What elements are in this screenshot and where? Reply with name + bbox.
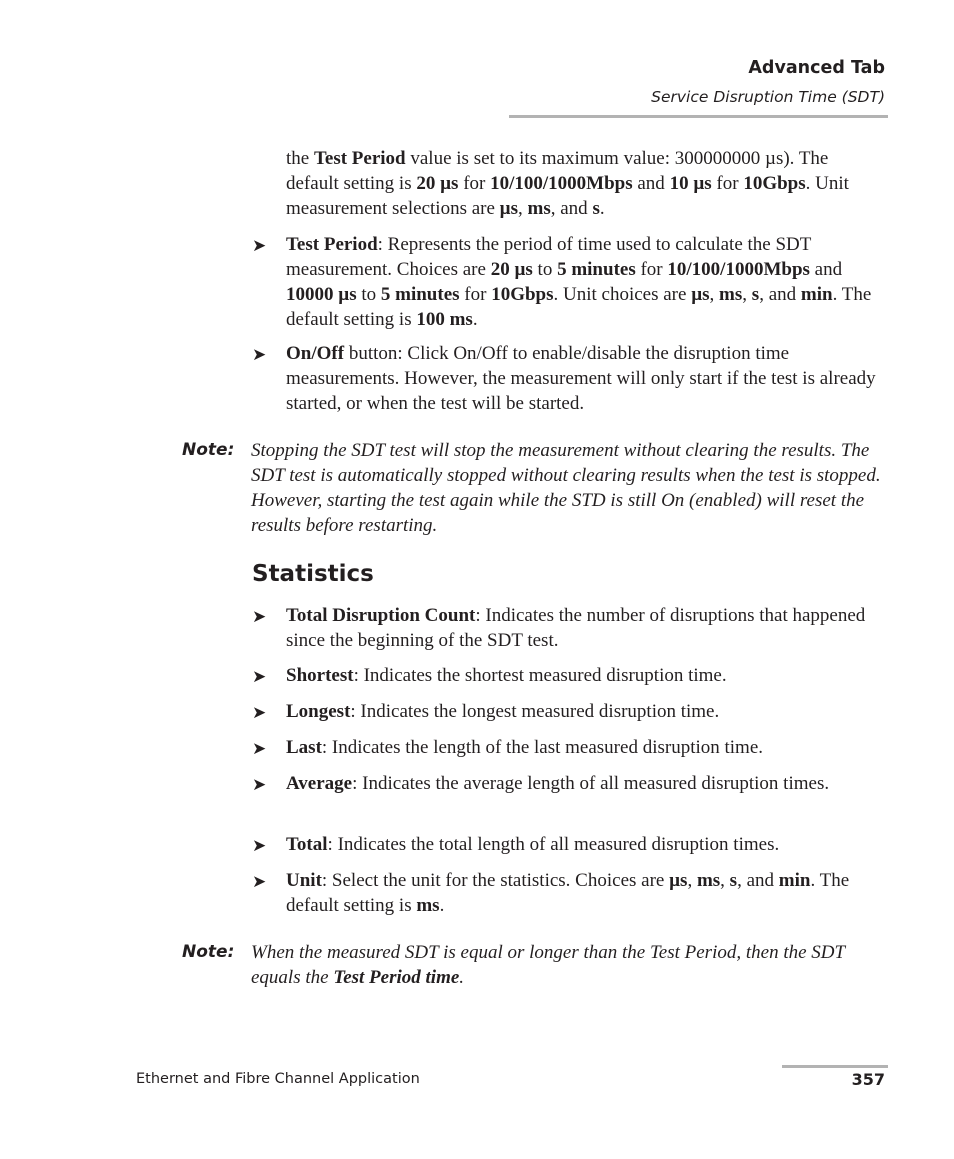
bullet-arrow-icon: ➤	[252, 236, 267, 255]
bullet-arrow-icon: ➤	[252, 872, 267, 891]
intro-paragraph: the Test Period value is set to its maximum value: 300000000 µs). The default setting is 20 µs for 10/100/1000Mbps and 10 µs for 10Gbps. Unit measurement selections are µs, ms, and s.	[286, 148, 849, 219]
list-item: Total Disruption Count: Indicates the number of disruptions that happened since the beginning of the SDT test.	[286, 605, 866, 651]
note-label: Note:	[182, 440, 235, 460]
bullet-arrow-icon: ➤	[252, 703, 267, 722]
footer-rule	[782, 1065, 888, 1068]
bullet-arrow-icon: ➤	[252, 739, 267, 758]
bullet-arrow-icon: ➤	[252, 345, 267, 364]
list-item: Last: Indicates the length of the last measured disruption time.	[286, 737, 764, 758]
test-period-paragraph: Test Period: Represents the period of time used to calculate the SDT measurement. Choices are 20 µs to 5 minutes for 10/100/1000Mbps and 10000 µs to 5 minutes for 10Gbps. Unit choices are µs, ms, s, and min. The default setting is 100 ms.	[286, 234, 872, 330]
section-heading: Statistics	[252, 561, 374, 587]
section-subtitle: Service Disruption Time (SDT)	[651, 88, 885, 106]
bullet-arrow-icon: ➤	[252, 667, 267, 686]
list-item: Average: Indicates the average length of all measured disruption times.	[286, 773, 830, 794]
list-item: Shortest: Indicates the shortest measured disruption time.	[286, 665, 727, 686]
footer-document-title: Ethernet and Fibre Channel Application	[136, 1071, 420, 1087]
note-label: Note:	[182, 942, 235, 962]
section-title: Advanced Tab	[748, 58, 885, 78]
bullet-arrow-icon: ➤	[252, 775, 267, 794]
bullet-arrow-icon: ➤	[252, 836, 267, 855]
note-text: When the measured SDT is equal or longer than the Test Period, then the SDT equals the Test Period time.	[251, 942, 845, 988]
header-rule	[509, 115, 888, 118]
list-item: Longest: Indicates the longest measured disruption time.	[286, 701, 720, 722]
note-text: Stopping the SDT test will stop the measurement without clearing the results. The SDT test is automatically stopped without clearing results when the test is stopped. However, starting the test again while the STD is still On (enabled) will reset the results before restarting.	[251, 440, 881, 536]
bullet-arrow-icon: ➤	[252, 607, 267, 626]
page-number: 357	[851, 1070, 885, 1089]
list-item: Total: Indicates the total length of all measured disruption times.	[286, 834, 780, 855]
on-off-paragraph: On/Off button: Click On/Off to enable/disable the disruption time measurements. However, the measurement will only start if the test is already started, or when the test will be started.	[286, 343, 876, 414]
list-item: Unit: Select the unit for the statistics. Choices are µs, ms, s, and min. The default setting is ms.	[286, 870, 850, 916]
